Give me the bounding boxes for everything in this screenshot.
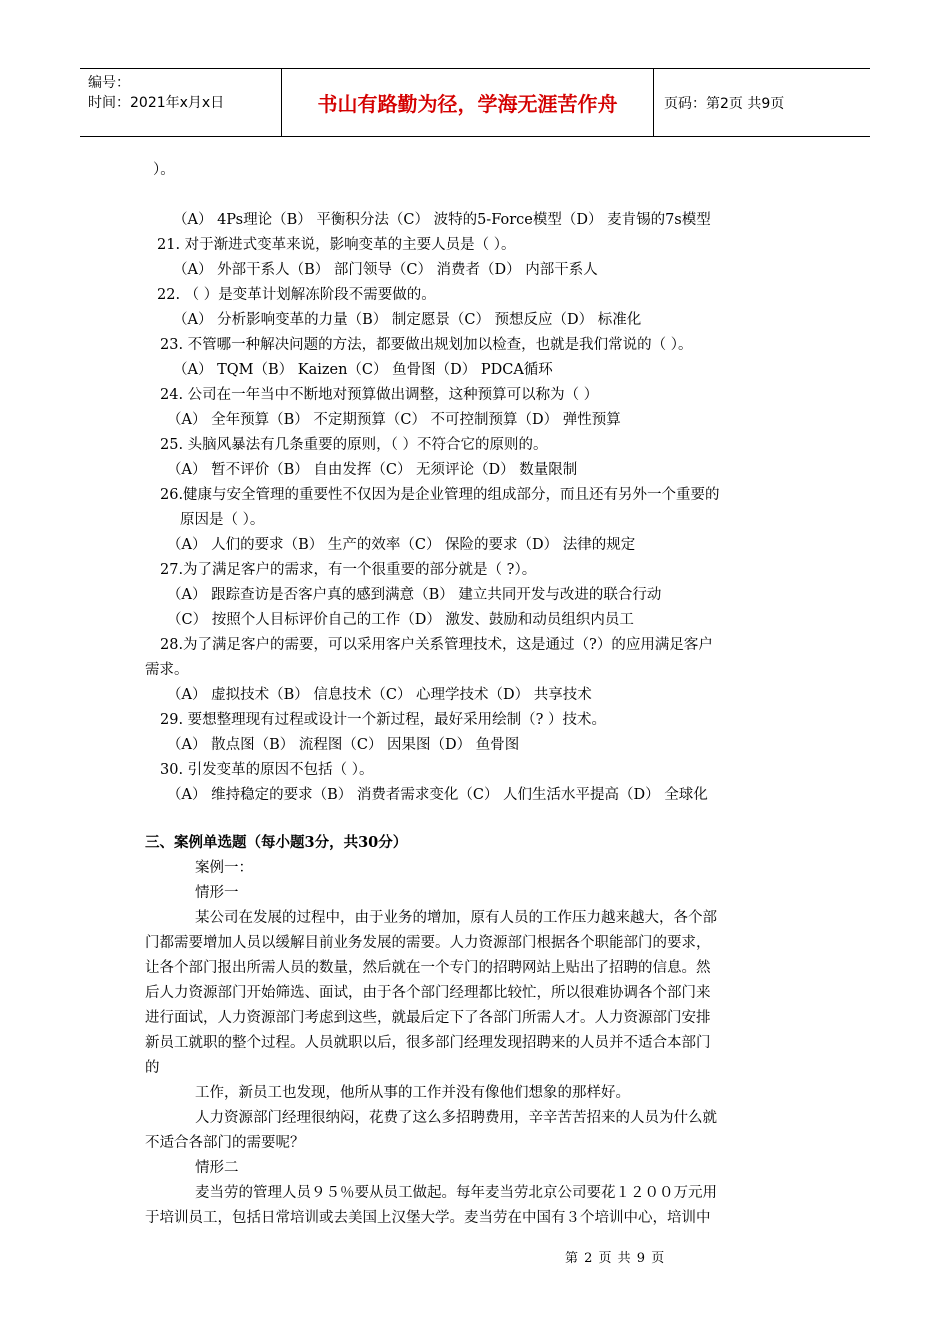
question-25: 25. 头脑风暴法有几条重要的原则，（ ）不符合它的原则的。 [160, 437, 548, 453]
options-q27-cd: （C） 按照个人目标评价自己的工作（D） 激发、鼓励和动员组织内员工 [167, 612, 634, 628]
question-28: 28.为了满足客户的需要，可以采用客户关系管理技术，这是通过（?）的应用满足客户 [160, 637, 713, 653]
paragraph-line: 人力资源部门经理很纳闷，花费了这么多招聘费用，辛辛苦苦招来的人员为什么就 [195, 1110, 717, 1126]
question-24: 24. 公司在一年当中不断地对预算做出调整，这种预算可以称为（ ） [160, 387, 599, 403]
page-header [80, 68, 870, 137]
header-page-code: 页码：第2页 共9页 [664, 95, 785, 112]
question-27: 27.为了满足客户的需求，有一个很重要的部分就是（ ?）。 [160, 562, 537, 578]
options-q21: （A） 外部干系人（B） 部门领导（C） 消费者（D） 内部干系人 [173, 262, 598, 278]
paragraph-line: 麦当劳的管理人员９５％要从员工做起。每年麦当劳北京公司要花１２００万元用 [195, 1185, 717, 1201]
paragraph-line: 不适合各部门的需要呢？ [145, 1135, 305, 1151]
options-q26: （A） 人们的要求（B） 生产的效率（C） 保险的要求（D） 法律的规定 [167, 537, 636, 553]
paragraph-line: 工作，新员工也发现，他所从事的工作并没有像他们想象的那样好。 [195, 1085, 630, 1101]
question-28-cont: 需求。 [145, 662, 189, 678]
question-26: 26.健康与安全管理的重要性不仅因为是企业管理的组成部分，而且还有另外一个重要的 [160, 487, 720, 503]
paragraph-line: 进行面试，人力资源部门考虑到这些，就最后定下了各部门所需人才。人力资源部门安排 [145, 1010, 711, 1026]
question-21: 21. 对于渐进式变革来说，影响变革的主要人员是（ ）。 [157, 237, 516, 253]
options-q23: （A） TQM（B） Kaizen（C） 鱼骨图（D） PDCA循环 [173, 362, 553, 378]
options-q20: （A） 4Ps理论（B） 平衡积分法（C） 波特的5-Force模型（D） 麦肯锡的7s模型 [173, 212, 711, 228]
question-tail: ）。 [153, 162, 175, 178]
paragraph-line: 于培训员工，包括日常培训或去美国上汉堡大学。麦当劳在中国有３个培训中心，培训中 [145, 1210, 711, 1226]
header-motto: 书山有路勤为径，学海无涯苦作舟 [282, 69, 654, 136]
paragraph-line: 门都需要增加人员以缓解目前业务发展的需要。人力资源部门根据各个职能部门的要求， [145, 935, 711, 951]
header-meta [80, 69, 282, 136]
paragraph-line: 让各个部门报出所需人员的数量，然后就在一个专门的招聘网站上贴出了招聘的信息。然 [145, 960, 711, 976]
paragraph-line: 新员工就职的整个过程。人员就职以后，很多部门经理发现招聘来的人员并不适合本部门 [145, 1035, 711, 1051]
options-q27-ab: （A） 跟踪查访是否客户真的感到满意（B） 建立共同开发与改进的联合行动 [167, 587, 662, 603]
question-30: 30. 引发变革的原因不包括（ ）。 [160, 762, 374, 778]
question-22: 22. （ ）是变革计划解冻阶段不需要做的。 [157, 287, 436, 303]
case-title: 案例一： [195, 860, 253, 876]
scenario-1-title: 情形一 [195, 885, 239, 901]
paragraph-line: 后人力资源部门开始筛选、面试，由于各个部门经理都比较忙，所以很难协调各个部门来 [145, 985, 711, 1001]
question-29: 29. 要想整理现有过程或设计一个新过程，最好采用绘制（? ）技术。 [160, 712, 607, 728]
options-q22: （A） 分析影响变革的力量（B） 制定愿景（C） 预想反应（D） 标准化 [173, 312, 642, 328]
question-26-cont: 原因是（ ）。 [180, 512, 265, 528]
scenario-2-title: 情形二 [195, 1160, 239, 1176]
doc-number-label: 编号： [88, 75, 130, 91]
doc-time-label: 时间：2021年x月x日 [88, 95, 225, 111]
options-q30: （A） 维持稳定的要求（B） 消费者需求变化（C） 人们生活水平提高（D） 全球化 [167, 787, 708, 803]
question-23: 23. 不管哪一种解决问题的方法，都要做出规划加以检查，也就是我们常说的（ ）。 [160, 337, 693, 353]
options-q28: （A） 虚拟技术（B） 信息技术（C） 心理学技术（D） 共享技术 [167, 687, 592, 703]
page-footer: 第 2 页 共 9 页 [565, 1251, 666, 1266]
options-q24: （A） 全年预算（B） 不定期预算（C） 不可控制预算（D） 弹性预算 [167, 412, 621, 428]
paragraph-line: 某公司在发展的过程中，由于业务的增加，原有人员的工作压力越来越大，各个部 [195, 910, 717, 926]
paragraph-line: 的 [145, 1060, 160, 1076]
options-q29: （A） 散点图（B） 流程图（C） 因果图（D） 鱼骨图 [167, 737, 520, 753]
options-q25: （A） 暂不评价（B） 自由发挥（C） 无须评论（D） 数量限制 [167, 462, 578, 478]
section-heading: 三、案例单选题（每小题3分，共30分） [145, 834, 408, 851]
